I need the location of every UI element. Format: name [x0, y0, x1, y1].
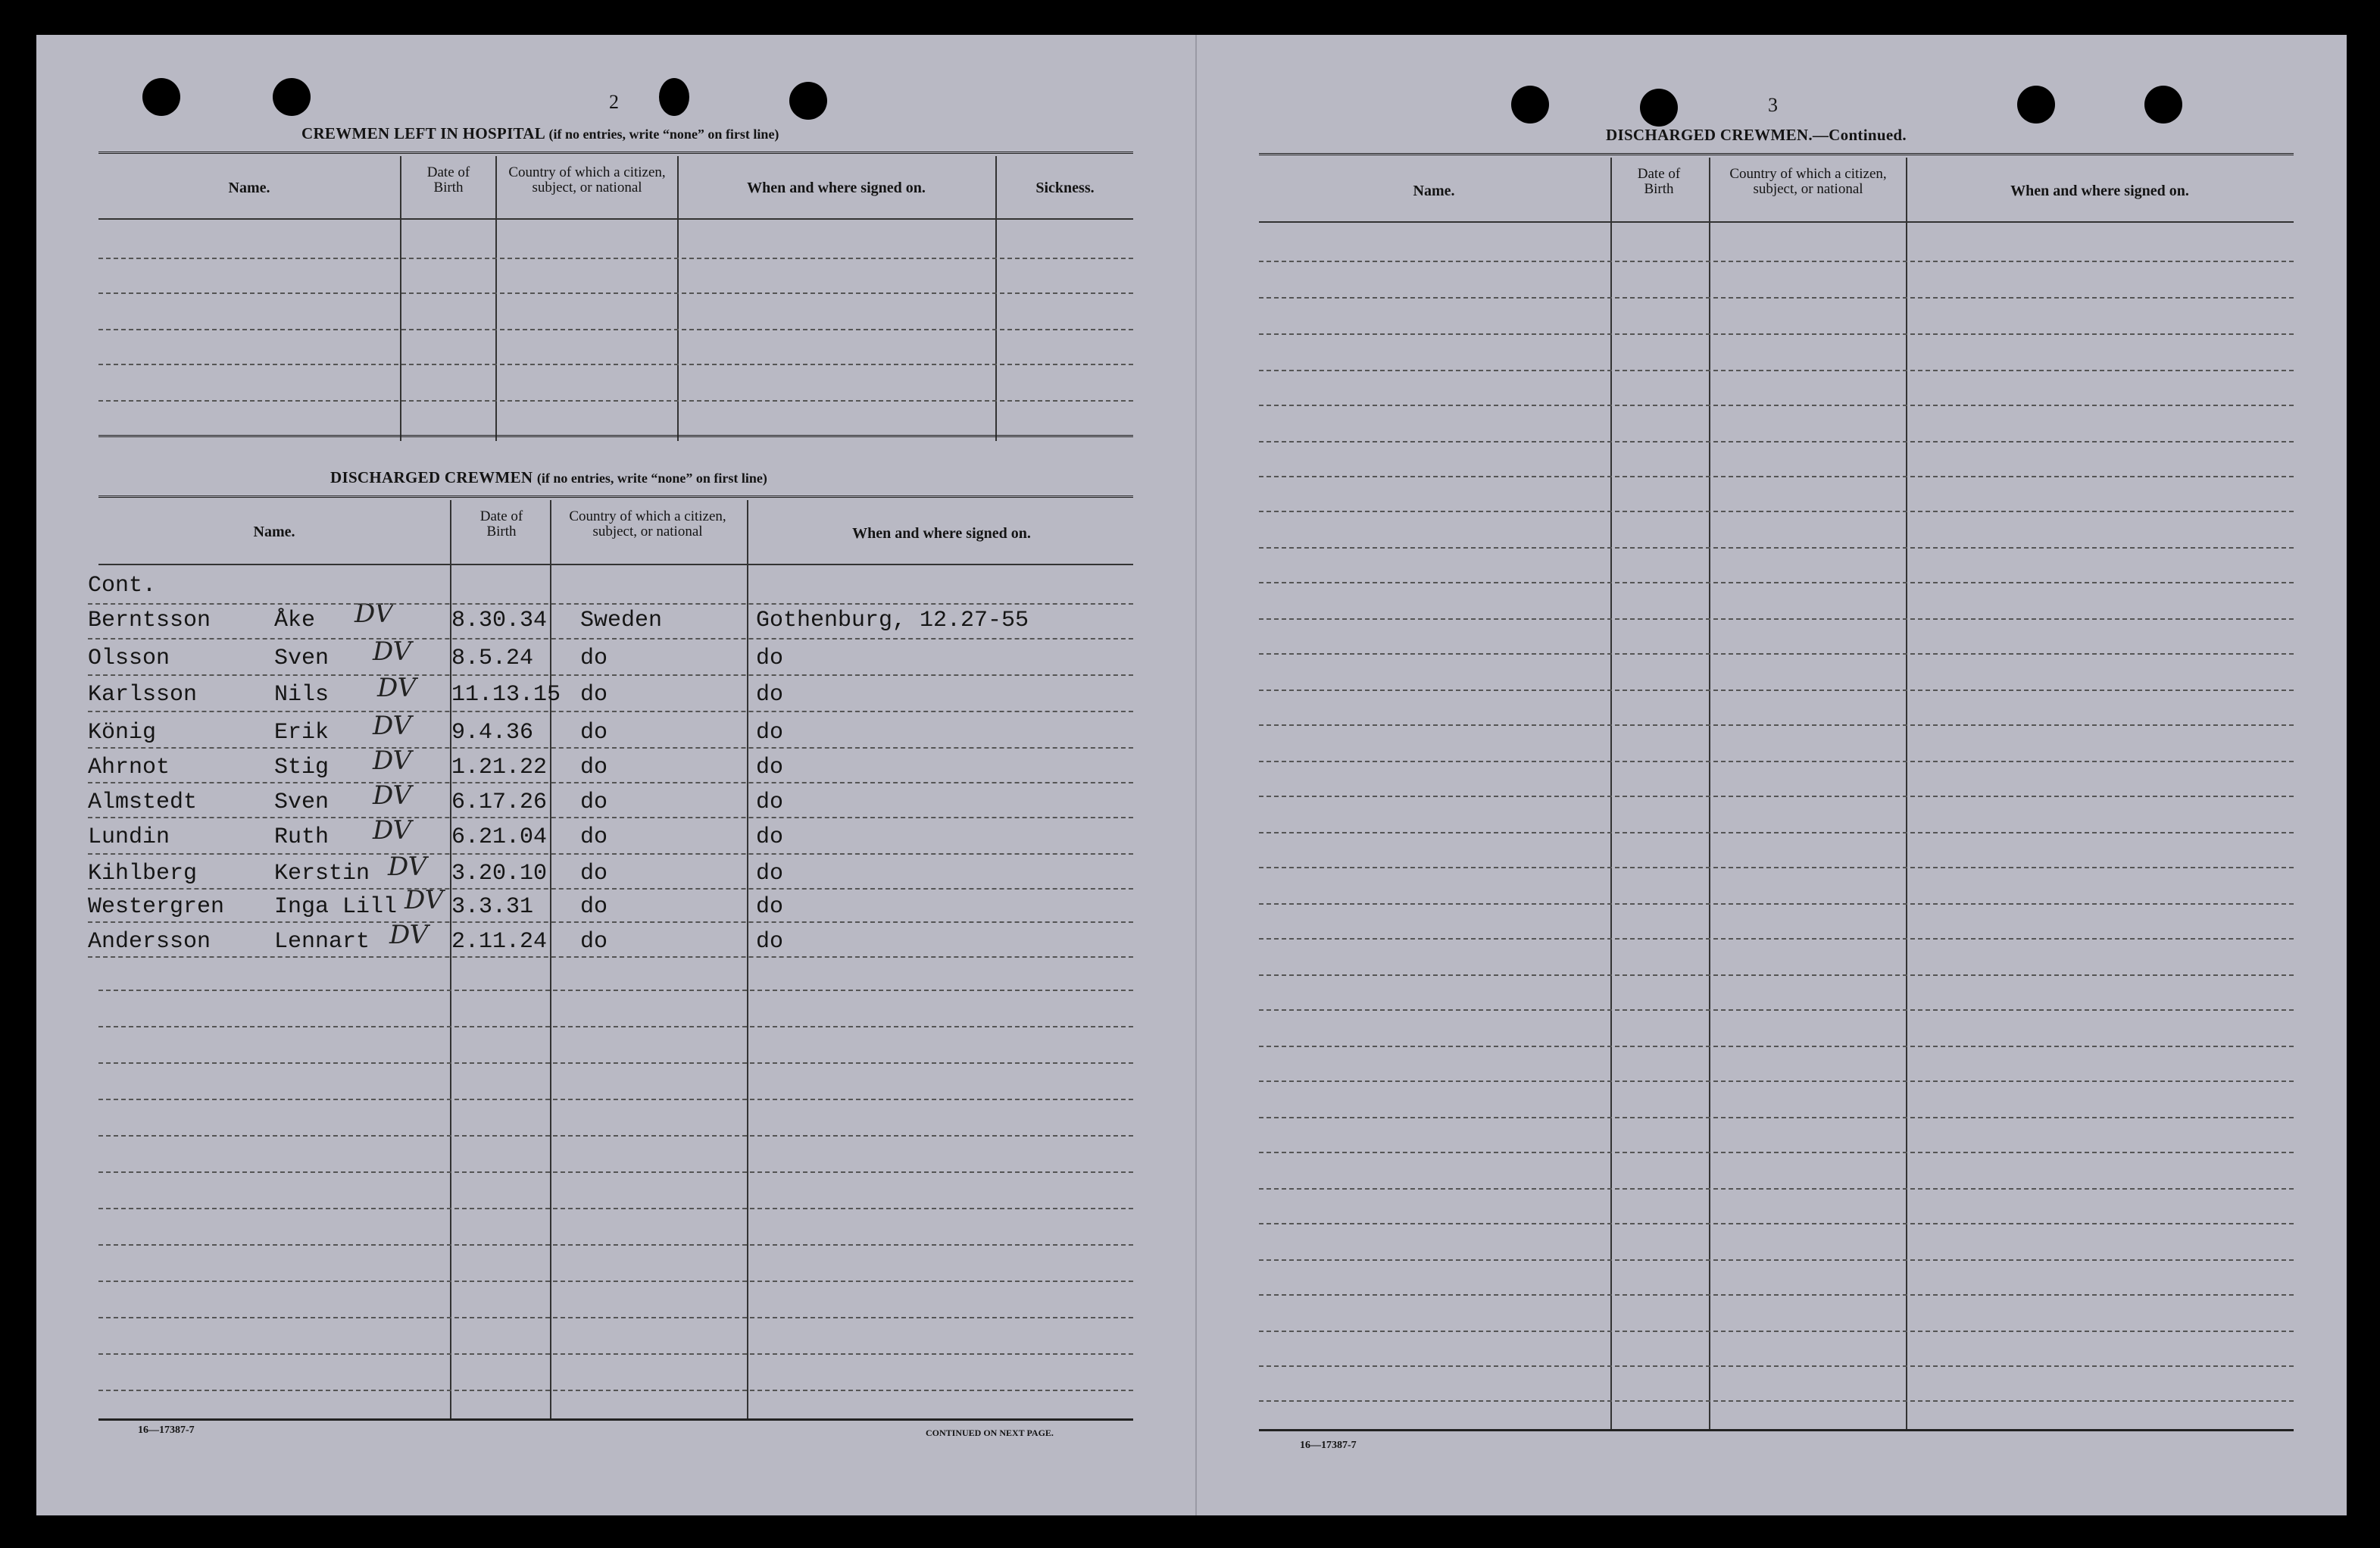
crew-given-name: Kerstin — [274, 861, 370, 887]
discharged-header-country: Country of which a citizen, subject, or national — [569, 508, 726, 539]
crew-initials: DV — [373, 711, 412, 741]
crew-given-name: Åke — [274, 608, 316, 633]
crew-country: do — [580, 861, 608, 887]
crew-country: do — [580, 790, 608, 815]
crew-surname: Lundin — [88, 824, 170, 850]
page-number-left: 2 — [609, 91, 619, 113]
crew-surname: König — [88, 720, 157, 746]
right-entry-line — [1259, 1188, 2294, 1190]
discharged-top-rule — [98, 496, 1133, 502]
right-entry-line — [1259, 1009, 2294, 1011]
crew-dob: 8.30.34 — [451, 608, 548, 633]
discharged-entry-line — [88, 782, 1133, 783]
right-entry-line — [1259, 1046, 2294, 1047]
crew-dob: 9.4.36 — [451, 720, 534, 746]
crew-dob: 6.17.26 — [451, 790, 548, 815]
crew-surname: Karlsson — [88, 682, 198, 708]
crew-surname: Almstedt — [88, 790, 198, 815]
crew-surname: Ahrnot — [88, 755, 170, 780]
discharged-entry-line — [98, 1390, 1133, 1391]
crew-dob: 1.21.22 — [451, 755, 548, 780]
crew-initials: DV — [373, 815, 412, 846]
discharged-title-text: DISCHARGED CREWMEN — [330, 468, 533, 486]
crew-initials: DV — [377, 673, 417, 703]
right-entry-line — [1259, 938, 2294, 940]
crew-signed-on: do — [756, 790, 784, 815]
right-entry-line — [1259, 370, 2294, 371]
hospital-entry-line — [98, 364, 1133, 365]
right-top-rule — [1259, 153, 2294, 160]
hospital-col-line — [400, 156, 401, 441]
right-entry-line — [1259, 511, 2294, 512]
punch-hole — [273, 78, 311, 116]
cont-label: Cont. — [88, 573, 157, 599]
discharged-header-divider — [98, 564, 1133, 565]
right-header-name: Name. — [1413, 183, 1455, 199]
right-entry-line — [1259, 653, 2294, 655]
discharged-entry-line — [98, 1281, 1133, 1282]
right-entry-line — [1259, 1294, 2294, 1296]
hospital-entry-line — [98, 258, 1133, 259]
right-entry-line — [1259, 832, 2294, 833]
discharged-entry-line — [98, 1317, 1133, 1318]
discharged-entry-line — [88, 956, 1133, 958]
discharged-entry-line — [88, 638, 1133, 640]
crew-country: do — [580, 929, 608, 955]
crew-country: do — [580, 894, 608, 920]
hospital-header-name: Name. — [228, 180, 270, 196]
punch-hole — [789, 82, 827, 120]
crew-surname: Olsson — [88, 646, 170, 671]
hospital-title-note: (if no entries, write “none” on first line) — [548, 127, 779, 142]
discharged-entry-line — [98, 1353, 1133, 1355]
discharged-entry-line — [98, 1171, 1133, 1173]
crew-signed-on: do — [756, 755, 784, 780]
right-entry-line — [1259, 441, 2294, 443]
crew-given-name: Erik — [274, 720, 330, 746]
hospital-entry-line — [98, 329, 1133, 330]
crew-surname: Kihlberg — [88, 861, 198, 887]
right-entry-line — [1259, 1259, 2294, 1261]
right-entry-line — [1259, 690, 2294, 691]
crew-given-name: Stig — [274, 755, 330, 780]
crew-initials: DV — [373, 746, 412, 776]
crew-dob: 11.13.15 — [451, 682, 561, 708]
right-page-title: DISCHARGED CREWMEN.—Continued. — [1606, 126, 1907, 144]
hospital-header-signed: When and where signed on. — [747, 180, 926, 196]
crew-country: do — [580, 720, 608, 746]
crew-signed-on: do — [756, 894, 784, 920]
right-entry-line — [1259, 618, 2294, 620]
crew-country: do — [580, 682, 608, 708]
punch-hole — [2144, 86, 2182, 124]
hospital-col-line — [677, 156, 679, 441]
crew-signed-on: do — [756, 824, 784, 850]
crew-initials: DV — [404, 885, 444, 915]
crew-surname: Berntsson — [88, 608, 211, 633]
hospital-col-line — [495, 156, 497, 441]
crew-initials: DV — [389, 920, 429, 950]
right-entry-line — [1259, 1080, 2294, 1082]
right-col-line — [1610, 158, 1612, 1431]
crew-given-name: Sven — [274, 646, 330, 671]
hospital-header-country: Country of which a citizen, subject, or national — [508, 164, 666, 195]
crew-signed-on: Gothenburg, 12.27-55 — [756, 608, 1029, 633]
hospital-col-line — [995, 156, 997, 441]
discharged-entry-line — [88, 817, 1133, 818]
punch-hole — [1640, 89, 1678, 127]
punch-hole — [2017, 86, 2055, 124]
right-entry-line — [1259, 547, 2294, 549]
right-entry-line — [1259, 796, 2294, 797]
discharged-entry-line — [88, 747, 1133, 749]
right-col-line — [1906, 158, 1907, 1431]
right-header-signed: When and where signed on. — [2010, 183, 2189, 199]
discharged-section-title — [330, 468, 767, 487]
crew-country: do — [580, 646, 608, 671]
hospital-header-sickness: Sickness. — [1035, 180, 1095, 196]
crew-dob: 8.5.24 — [451, 646, 534, 671]
crew-dob: 3.20.10 — [451, 861, 548, 887]
discharged-entry-line — [88, 674, 1133, 676]
crew-surname: Andersson — [88, 929, 211, 955]
crew-signed-on: do — [756, 720, 784, 746]
crew-country: Sweden — [580, 608, 663, 633]
right-entry-line — [1259, 974, 2294, 976]
discharged-entry-line — [88, 603, 1133, 605]
discharged-header-name: Name. — [253, 524, 295, 540]
right-entry-line — [1259, 761, 2294, 762]
hospital-bottom-rule — [98, 435, 1133, 442]
crew-signed-on: do — [756, 929, 784, 955]
crew-given-name: Nils — [274, 682, 330, 708]
right-entry-line — [1259, 405, 2294, 406]
right-entry-line — [1259, 1223, 2294, 1224]
crew-country: do — [580, 824, 608, 850]
right-entry-line — [1259, 476, 2294, 477]
punch-hole — [1511, 86, 1549, 124]
right-bottom-rule — [1259, 1429, 2294, 1431]
discharged-entry-line — [98, 990, 1133, 991]
right-entry-line — [1259, 1152, 2294, 1153]
crew-dob: 3.3.31 — [451, 894, 534, 920]
form-number-right: 16—17387-7 — [1300, 1440, 1357, 1451]
right-header-country: Country of which a citizen, subject, or national — [1729, 166, 1887, 197]
discharged-entry-line — [88, 711, 1133, 712]
discharged-title-note: (if no entries, write “none” on first line) — [536, 471, 767, 486]
discharged-entry-line — [98, 1026, 1133, 1027]
crew-dob: 6.21.04 — [451, 824, 548, 850]
hospital-entry-line — [98, 400, 1133, 402]
crew-surname: Westergren — [88, 894, 225, 920]
page-number-right: 3 — [1768, 94, 1778, 116]
discharged-entry-line — [98, 1244, 1133, 1246]
crew-signed-on: do — [756, 646, 784, 671]
right-entry-line — [1259, 903, 2294, 905]
crew-initials: DV — [355, 599, 394, 629]
crew-given-name: Ruth — [274, 824, 330, 850]
punch-hole — [659, 78, 689, 116]
page-fold — [1195, 35, 1197, 1515]
crew-initials: DV — [373, 780, 412, 811]
crew-signed-on: do — [756, 861, 784, 887]
discharged-entry-line — [98, 1208, 1133, 1209]
discharged-header-signed: When and where signed on. — [852, 525, 1031, 542]
crew-given-name: Lennart — [274, 929, 370, 955]
crew-dob: 2.11.24 — [451, 929, 548, 955]
hospital-entry-line — [98, 292, 1133, 294]
crew-given-name: Inga Lill — [274, 894, 398, 920]
right-col-line — [1709, 158, 1710, 1431]
crew-initials: DV — [373, 636, 412, 667]
continued-note: CONTINUED ON NEXT PAGE. — [926, 1428, 1054, 1438]
right-entry-line — [1259, 1117, 2294, 1118]
discharged-header-dob: Date of Birth — [479, 508, 523, 539]
hospital-header-divider — [98, 218, 1133, 220]
right-header-divider — [1259, 221, 2294, 223]
right-entry-line — [1259, 1331, 2294, 1332]
right-entry-line — [1259, 1400, 2294, 1402]
discharged-entry-line — [88, 853, 1133, 855]
form-number-left: 16—17387-7 — [138, 1424, 195, 1436]
discharged-entry-line — [88, 888, 1133, 890]
discharged-entry-line — [98, 1135, 1133, 1137]
right-entry-line — [1259, 867, 2294, 868]
right-entry-line — [1259, 261, 2294, 262]
right-entry-line — [1259, 333, 2294, 335]
discharged-entry-line — [98, 1062, 1133, 1064]
discharged-entry-line — [98, 1099, 1133, 1100]
right-header-dob: Date of Birth — [1637, 166, 1681, 197]
discharged-bottom-rule — [98, 1418, 1133, 1421]
right-entry-line — [1259, 297, 2294, 299]
crew-signed-on: do — [756, 682, 784, 708]
hospital-header-dob: Date of Birth — [426, 164, 470, 195]
hospital-section-title — [301, 124, 779, 143]
discharged-entry-line — [88, 921, 1133, 923]
right-entry-line — [1259, 1365, 2294, 1367]
punch-hole — [142, 78, 180, 116]
crew-country: do — [580, 755, 608, 780]
hospital-title-text: CREWMEN LEFT IN HOSPITAL — [301, 124, 545, 142]
crew-given-name: Sven — [274, 790, 330, 815]
right-entry-line — [1259, 582, 2294, 583]
right-entry-line — [1259, 724, 2294, 726]
hospital-top-rule — [98, 152, 1133, 158]
crew-initials: DV — [388, 852, 427, 882]
